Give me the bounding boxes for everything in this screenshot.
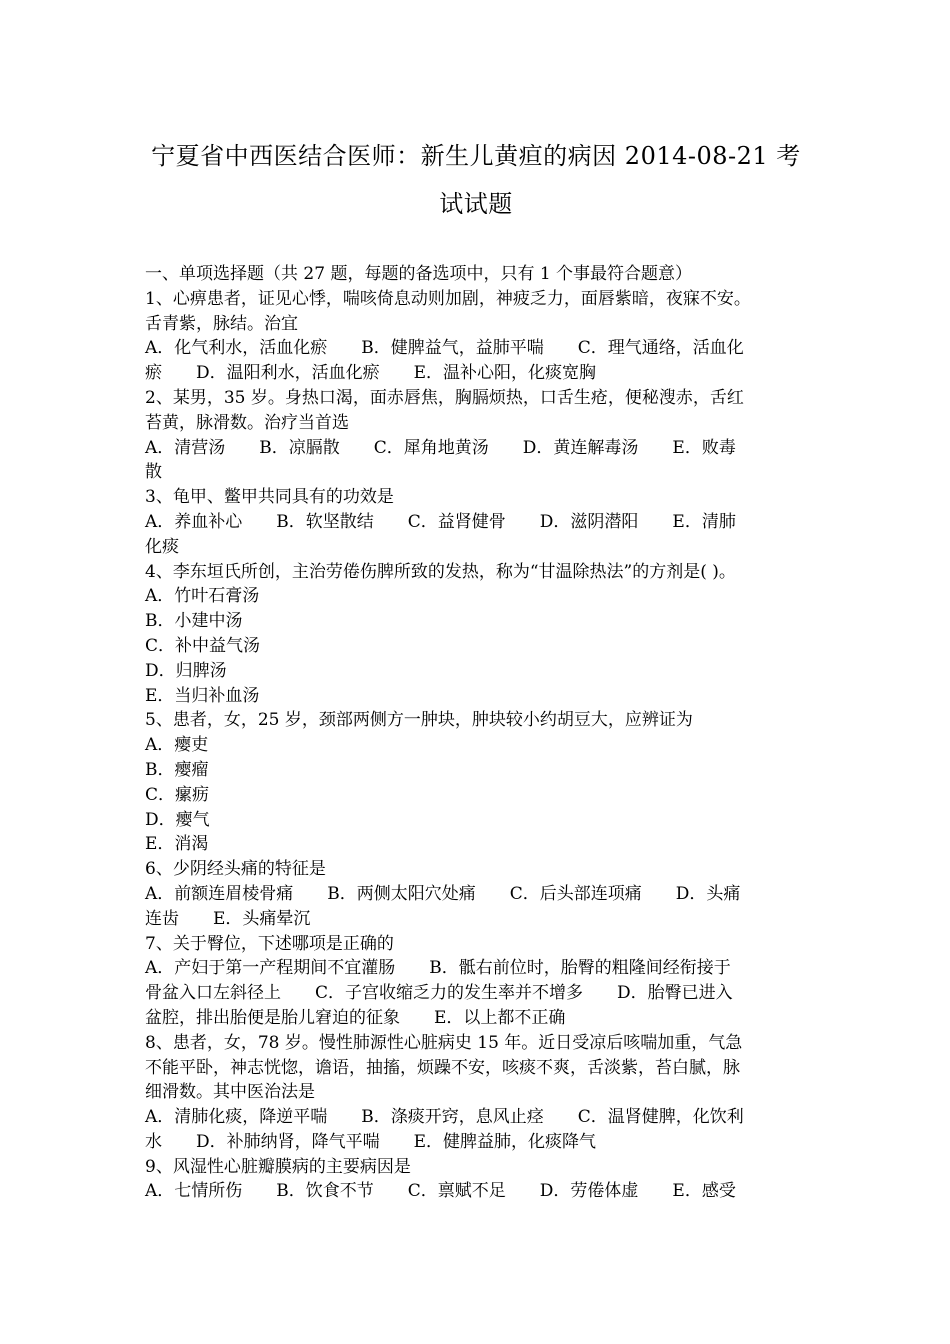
text-line: D．瘿气 xyxy=(145,809,210,830)
text-line: 不能平卧，神志恍惚，谵语，抽搐，烦躁不安，咳痰不爽，舌淡紫，苔白腻，脉 xyxy=(145,1057,740,1078)
text-line: E．消渴 xyxy=(145,834,209,855)
text-line: A．清肺化痰，降逆平喘 B．涤痰开窍，息风止痉 C．温肾健脾，化饮利 xyxy=(145,1107,744,1128)
text-line: A．竹叶石膏汤 xyxy=(145,586,260,607)
text-line: A．七情所伤 B．饮食不节 C．禀赋不足 D．劳倦体虚 E．感受 xyxy=(145,1181,736,1202)
text-line: 连齿 E．头痛晕沉 xyxy=(145,908,311,929)
text-line: 1、心痹患者，证见心悸，喘咳倚息动则加剧，神疲乏力，面唇紫暗，夜寐不安。 xyxy=(145,288,751,309)
text-line: 苔黄，脉滑数。治疗当首选 xyxy=(145,412,349,433)
text-line: 9、风湿性心脏瓣膜病的主要病因是 xyxy=(145,1156,411,1177)
text-line: C．补中益气汤 xyxy=(145,635,261,656)
text-line: 细滑数。其中医治法是 xyxy=(145,1082,315,1103)
text-line: A．养血补心 B．软坚散结 C．益肾健骨 D．滋阴潜阳 E．清肺 xyxy=(145,511,736,532)
text-line: 2、某男，35 岁。身热口渴，面赤唇焦，胸膈烦热，口舌生疮，便秘溲赤，舌红 xyxy=(145,387,744,408)
text-line: C．瘰疬 xyxy=(145,784,210,805)
document-body xyxy=(145,262,807,1204)
text-line: 散 xyxy=(145,462,162,483)
text-line: 盆腔，排出胎便是胎儿窘迫的征象 E．以上都不正确 xyxy=(145,1007,566,1028)
text-line: 6、少阴经头痛的特征是 xyxy=(145,859,326,880)
text-line: 4、李东垣氏所创，主治劳倦伤脾所致的发热，称为“甘温除热法”的方剂是( )。 xyxy=(145,561,736,582)
text-line: 瘀 D．温阳利水，活血化瘀 E．温补心阳，化痰宽胸 xyxy=(145,363,597,384)
text-line: B．小建中汤 xyxy=(145,611,243,632)
text-line: 舌青紫，脉结。治宜 xyxy=(145,313,298,334)
text-line: 一、单项选择题（共 27 题，每题的备选项中，只有 1 个事最符合题意） xyxy=(145,264,693,284)
text-line: E．当归补血汤 xyxy=(145,685,260,706)
text-line: 8、患者，女，78 岁。慢性肺源性心脏病史 15 年。近日受凉后咳喘加重，气急 xyxy=(145,1032,743,1053)
text-line: A．清营汤 B．凉膈散 C．犀角地黄汤 D．黄连解毒汤 E．败毒 xyxy=(145,437,736,458)
document-title xyxy=(145,132,807,228)
text-line: 5、患者，女，25 岁，颈部两侧方一肿块，肿块较小约胡豆大，应辨证为 xyxy=(145,710,693,731)
title-line-1: 宁夏省中西医结合医师：新生儿黄疸的病因 2014-08-21 考 xyxy=(151,142,801,170)
text-line: A．前额连眉棱骨痛 B．两侧太阳穴处痛 C．后头部连项痛 D．头痛 xyxy=(145,883,741,904)
text-line: D．归脾汤 xyxy=(145,660,227,681)
text-line: 7、关于臀位，下述哪项是正确的 xyxy=(145,933,394,954)
text-line: 骨盆入口左斜径上 C．子宫收缩乏力的发生率并不增多 D．胎臀已进入 xyxy=(145,983,733,1004)
text-line: 水 D．补肺纳肾，降气平喘 E．健脾益肺，化痰降气 xyxy=(145,1131,597,1152)
title-line-2: 试试题 xyxy=(439,190,513,218)
text-line: 3、龟甲、鳖甲共同具有的功效是 xyxy=(145,487,394,508)
text-line: B．瘿瘤 xyxy=(145,759,209,780)
text-line: A．产妇于第一产程期间不宜灌肠 B．骶右前位时，胎臀的粗隆间经衔接于 xyxy=(145,958,731,979)
text-line: A．瘿吏 xyxy=(145,735,209,756)
text-line: A．化气利水，活血化瘀 B．健脾益气，益肺平喘 C．理气通络，活血化 xyxy=(145,338,744,359)
text-line: 化痰 xyxy=(145,536,179,557)
